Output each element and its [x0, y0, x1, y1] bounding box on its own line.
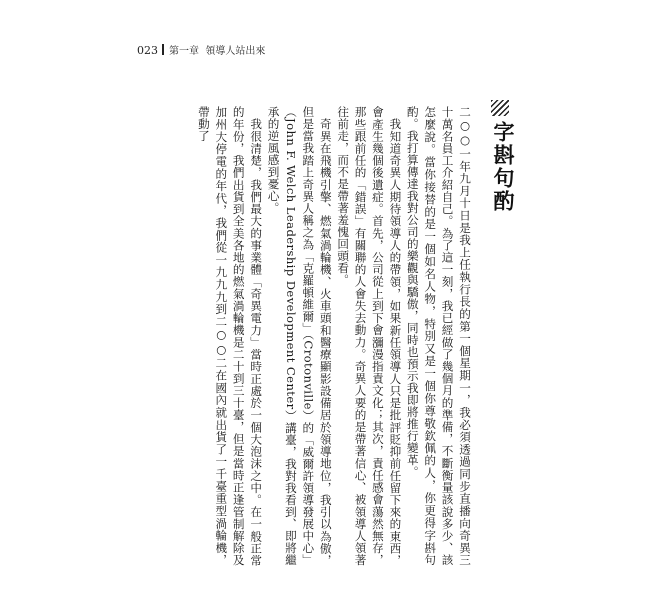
body-text [195, 106, 474, 566]
paragraph-2: 我知道奇異人期待領導人的帶領，如果新任領導人只是批評貶抑前任留下來的東西，會產生幾個後遺症。首先，公司從上到下會瀰漫指責文化；其次，責任感會蕩然無存，那些跟前任的「錯誤」有關聯的人會失去動力。奇異人要的是帶著信心、被領導人領著往前走，而不是帶著羞愧回頭看。 [336, 106, 403, 566]
paragraph-4: 我很清楚，我們最大的事業體「奇異電力」當時正處於一個大泡沫之中。在一般正常的年份，我們出貨到全美各地的燃氣渦輪機是二十到三十臺，但是當時正逢管制解除及加州大停電的年代，我們從一九九九到二○○二在國內就出貨了一千臺重型渦輪機，帶動了 [196, 106, 264, 566]
chapter-title: 領導人站出來 [205, 46, 266, 57]
section-title: 字斟句酌 [491, 121, 515, 213]
running-header [137, 44, 265, 58]
paragraph-3: 奇異在飛機引擎、燃氣渦輪機、火車頭和醫療顯影設備居於領導地位，我引以為傲，但是當我踏上奇異人稱之為「克羅頓維爾」（Crotonville）的「威爾許領導發展中心」（John F. Welch Leadership Development Center）講臺，我對我看到、即將繼承的逆風感到憂心。 [266, 106, 333, 566]
chapter-label: 第一章 [169, 46, 199, 57]
page-number: 023 [137, 44, 158, 57]
header-divider [162, 44, 164, 55]
paragraph-1: 二○○一年九月十日是我上任執行長的第一個星期一，我必須透過同步直播向奇異三十萬名員工介紹自己。為了這一刻，我已經做了幾個月的準備，不斷衡量該說多少、該怎麼說。當你接替的是一個如名人物，特別又是一個你尊敬欽佩的人，你更得字斟句酌。我打算傳達我對公司的樂觀與驕傲，同時也預示我即將推行變革。 [405, 106, 472, 566]
section-title-mark-icon [491, 100, 509, 116]
